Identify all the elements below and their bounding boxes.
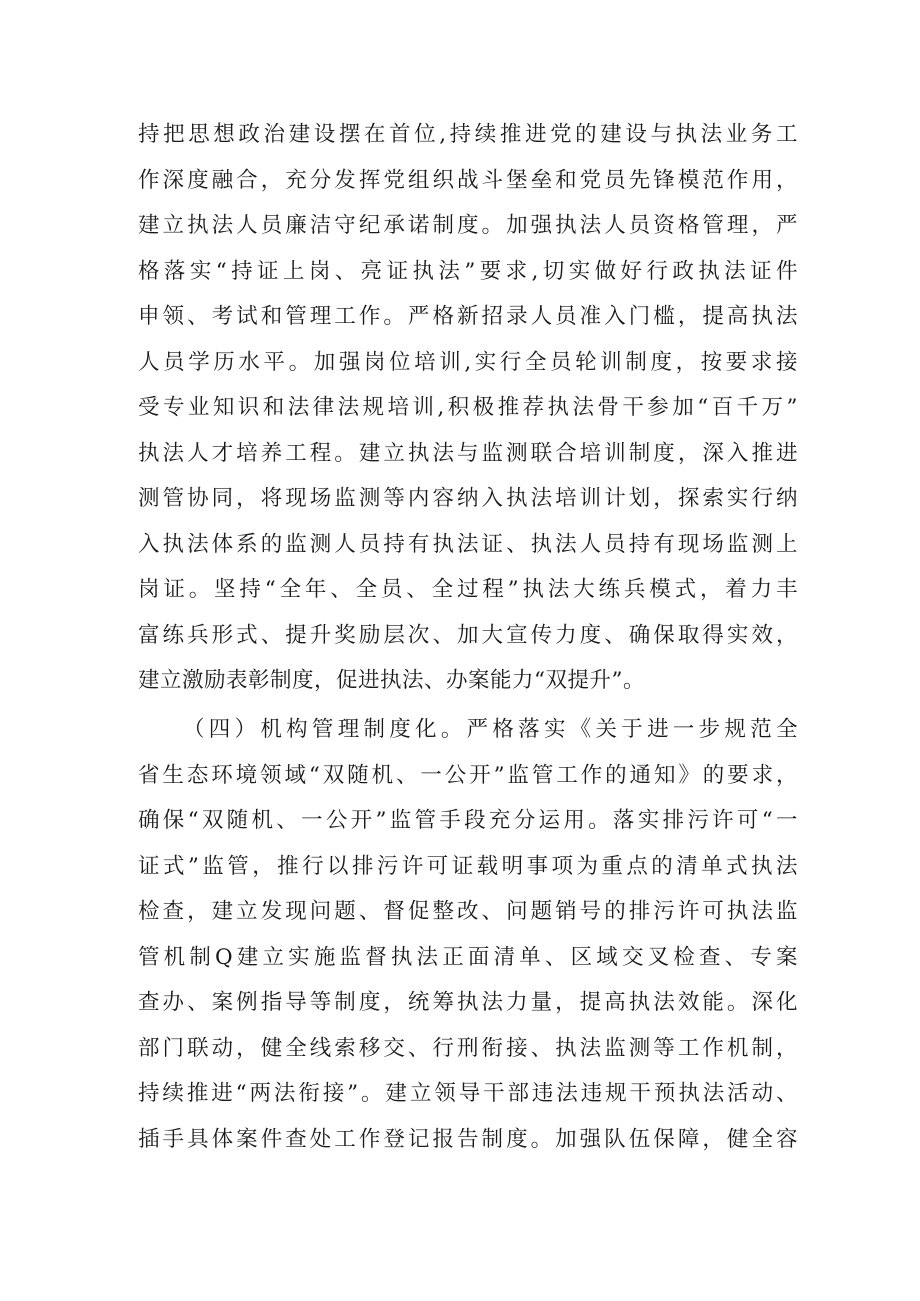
- text-line: 作深度融合，充分发挥党组织战斗堡垒和党员先锋模范作用，: [138, 167, 798, 193]
- paragraph-institution-management: [138, 707, 798, 1162]
- text-line: 执法人才培养工程。建立执法与监测联合培训制度，深入推进: [138, 440, 798, 466]
- text-line: 证式”监管，推行以排污许可证载明事项为重点的清单式执法: [138, 853, 798, 879]
- text-line: 检查，建立发现问题、督促整改、问题销号的排污许可执法监: [138, 899, 798, 924]
- text-line: 插手具体案件查处工作登记报告制度。加强队伍保障，健全容: [138, 1126, 798, 1152]
- text-line: 查办、案例指导等制度，统筹执法力量，提高执法效能。深化: [138, 990, 798, 1015]
- text-line: 受专业知识和法律法规培训,积极推荐执法骨干参加“百千万”: [138, 395, 798, 420]
- text-line-heading: （四）机构管理制度化。严格落实《关于进一步规范全: [183, 717, 798, 742]
- paragraph-enforcement-personnel: [138, 112, 798, 704]
- text-line: 建立执法人员廉洁守纪承诺制度。加强执法人员资格管理，严: [138, 213, 798, 238]
- text-line: 测管协同，将现场监测等内容纳入执法培训计划，探索实行纳: [138, 486, 798, 511]
- text-line: 入执法体系的监测人员持有执法证、执法人员持有现场监测上: [138, 531, 798, 557]
- text-line: 持把思想政治建设摆在首位,持续推进党的建设与执法业务工: [138, 122, 798, 147]
- text-line: 人员学历水平。加强岗位培训,实行全员轮训制度，按要求接: [138, 349, 798, 375]
- text-line: 省生态环境领域“双随机、一公开”监管工作的通知》的要求，: [138, 762, 798, 788]
- text-line: 确保“双随机、一公开”监管手段充分运用。落实排污许可“一: [138, 808, 798, 833]
- text-line: 岗证。坚持“全年、全员、全过程”执法大练兵模式，着力丰: [138, 577, 798, 602]
- text-line: 持续推进“两法衔接”。建立领导干部违法违规干预执法活动、: [138, 1081, 798, 1106]
- text-line: 建立激励表彰制度，促进执法、办案能力“双提升”。: [138, 668, 645, 693]
- text-line: 部门联动，健全线索移交、行刑衔接、执法监测等工作机制，: [138, 1035, 798, 1061]
- text-line: 富练兵形式、提升奖励层次、加大宣传力度、确保取得实效，: [138, 622, 798, 648]
- text-line: 格落实“持证上岗、亮证执法”要求,切实做好行政执法证件: [138, 258, 798, 284]
- text-line: 管机制Q建立实施监督执法正面清单、区域交叉检查、专案: [138, 944, 798, 970]
- text-line: 申领、考试和管理工作。严格新招录人员准入门槛，提高执法: [138, 304, 798, 329]
